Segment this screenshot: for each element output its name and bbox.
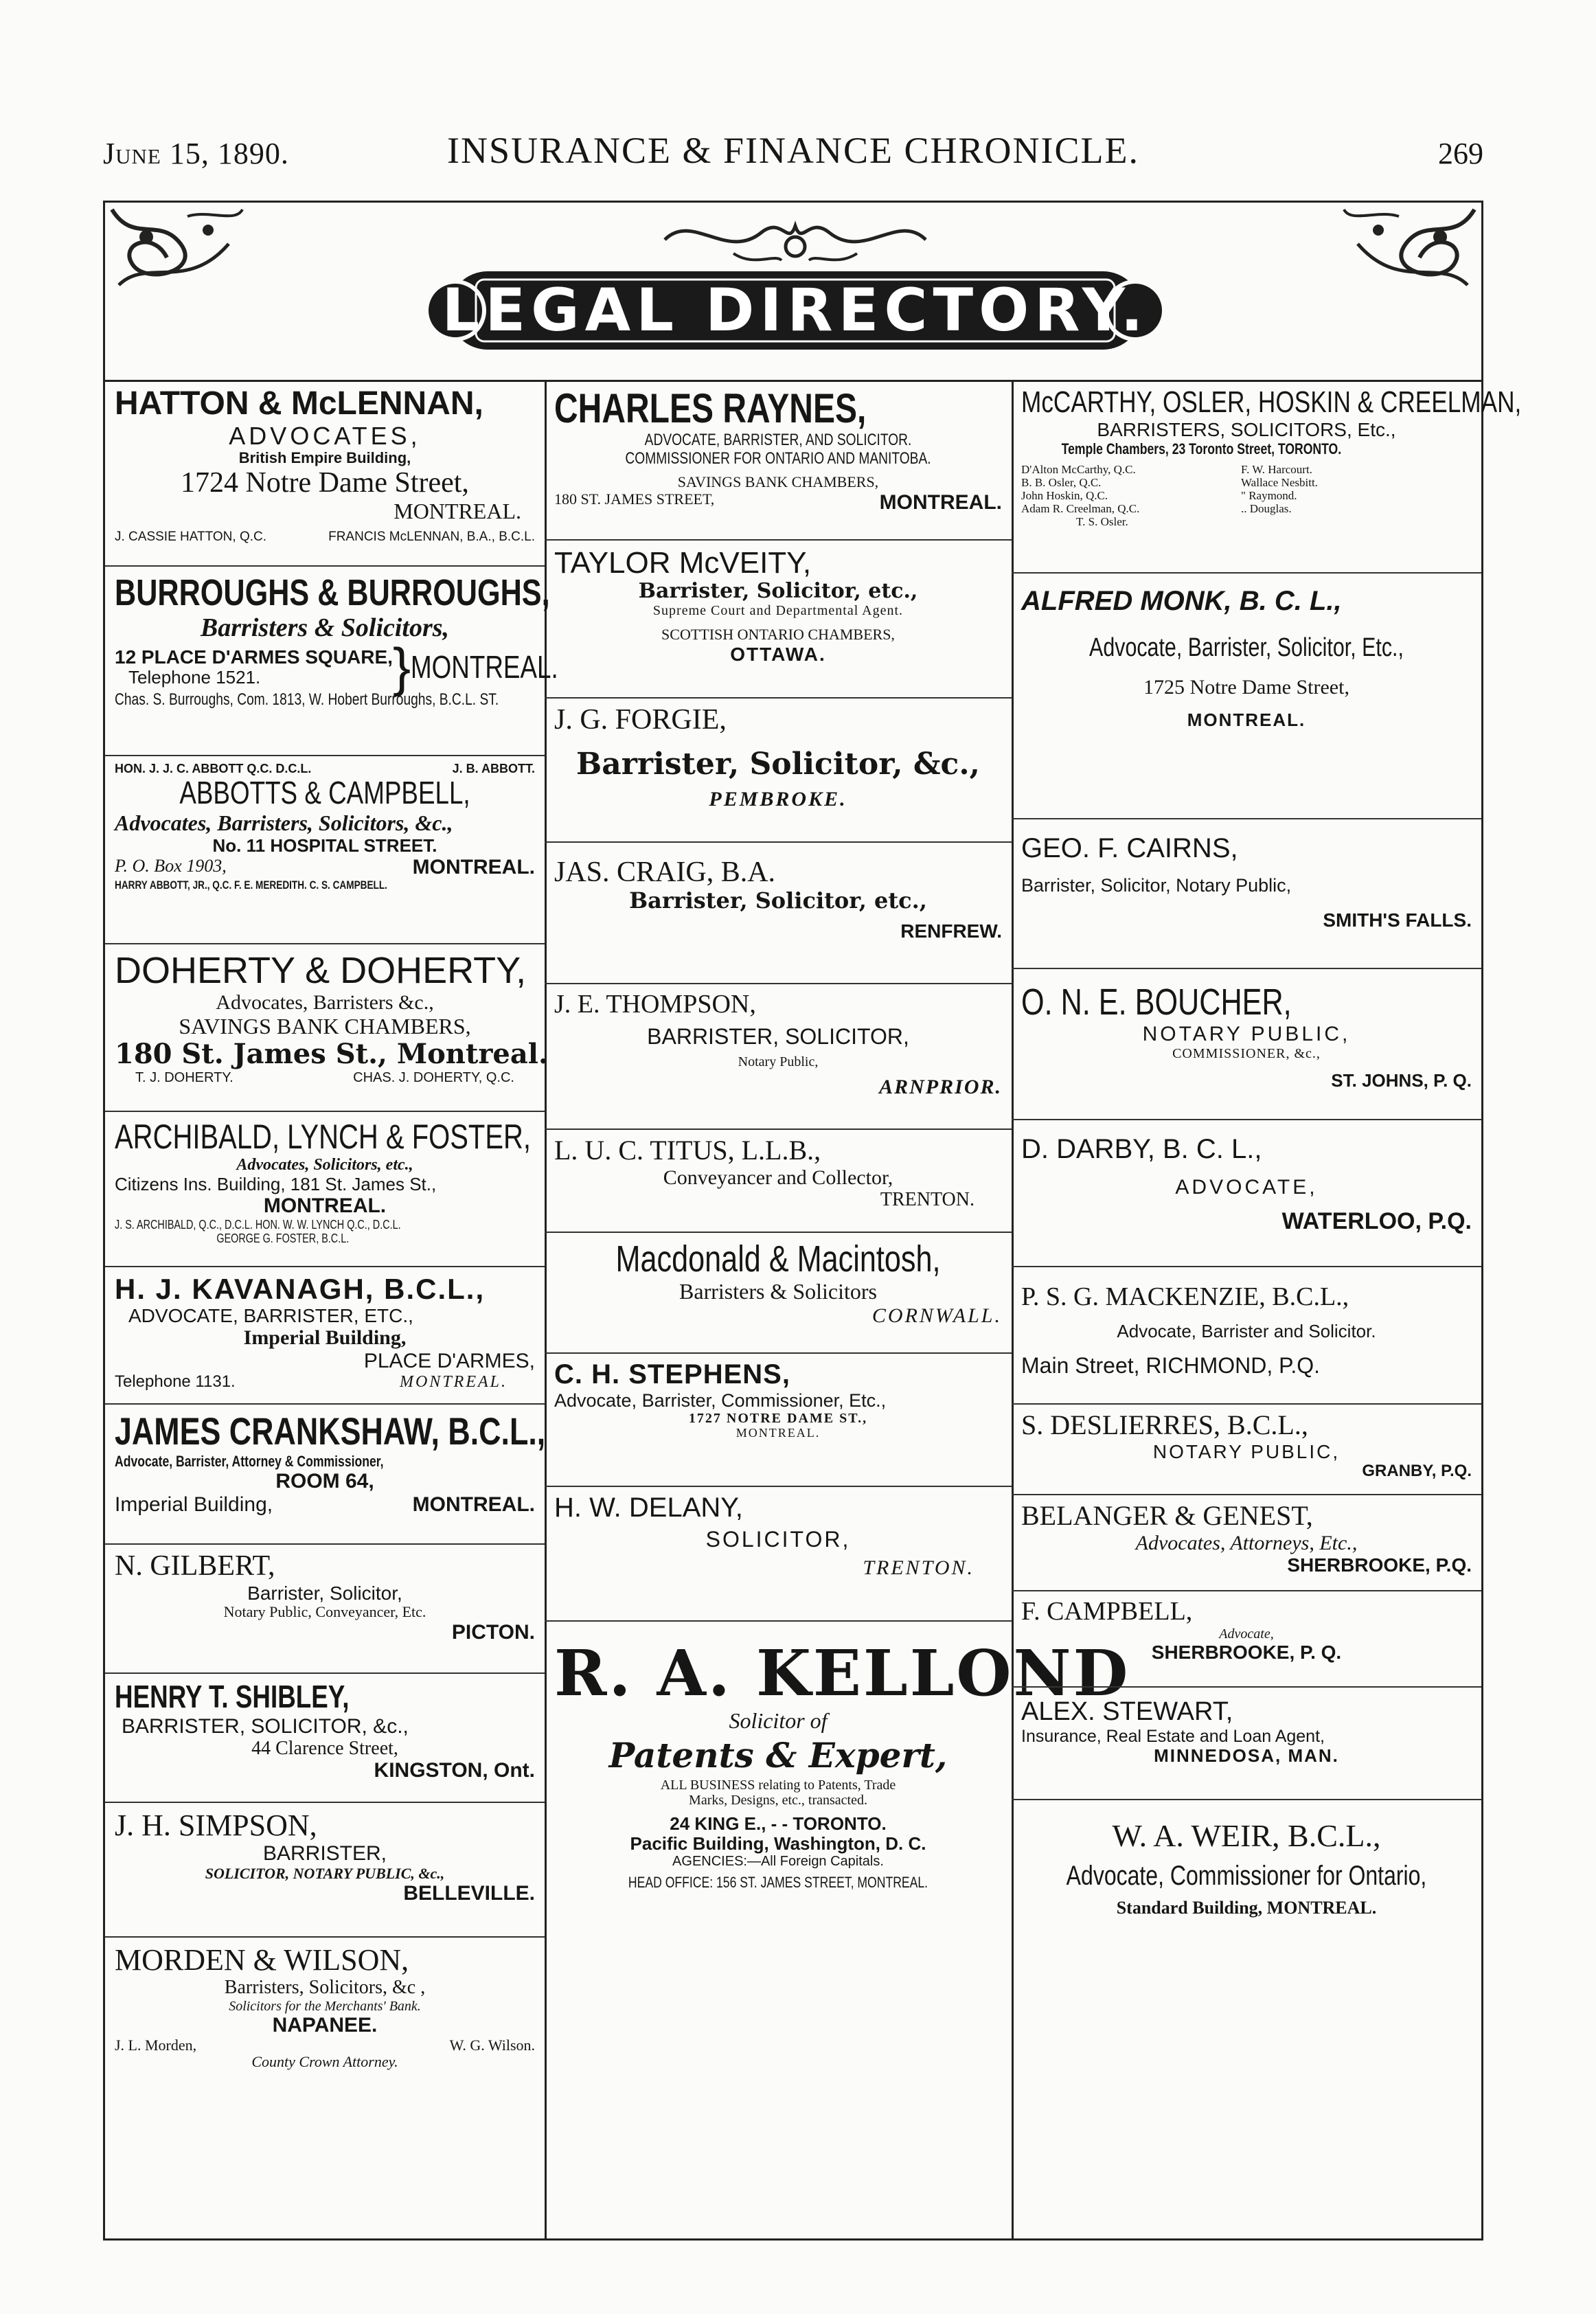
directory-column-left [105,380,558,2238]
listing-role: Advocates, Attorneys, Etc., [1135,1531,1358,1554]
listing-boucher [1012,969,1481,1120]
listing-role: Barristers & Solicitors, [200,613,450,643]
partner-name: T. J. DOHERTY. [135,1069,233,1085]
listing-role: ADVOCATE, [1175,1175,1318,1199]
listing-darby [1012,1120,1481,1267]
listing-city: SMITH'S FALLS. [1323,909,1472,931]
listing-city: ST. JOHNS, P. Q. [1331,1070,1472,1091]
listing-address: 1725 Notre Dame Street, [1143,676,1349,699]
listing-hatton-mclennan [105,380,545,567]
listing-city: NAPANEE. [272,2014,378,2037]
partner-name: John Hoskin, Q.C. [1021,489,1108,503]
listing-crankshaw [105,1405,545,1545]
listing-address-row [554,491,1002,514]
partner-name: J. L. Morden, [115,2036,197,2054]
listing-role: ADVOCATE, BARRISTER, ETC., [128,1305,413,1327]
listing-agencies: AGENCIES:—All Foreign Capitals. [672,1853,884,1869]
listing-city: WATERLOO, P.Q. [1281,1208,1472,1235]
listing-address: 24 KING E., - - TORONTO. [670,1813,887,1834]
listing-name: GEO. F. CAIRNS, [1021,833,1238,863]
listing-role: BARRISTERS, SOLICITORS, Etc., [1097,419,1396,441]
listing-city: MONTREAL. [263,1194,387,1217]
listing-partners: GEORGE G. FOSTER, B.C.L. [216,1231,350,1245]
listing-city: MONTREAL. [412,1493,535,1516]
listing-name: BELANGER & GENEST, [1021,1500,1313,1531]
partner-name: Adam R. Creelman, Q.C. [1021,502,1140,516]
banner-title: LEGAL DIRECTORY. [442,276,1149,345]
partner-name: B. B. Osler, Q.C. [1021,476,1102,490]
listing-role: BARRISTER, [262,1842,387,1865]
listing-head-office: HEAD OFFICE: 156 ST. JAMES STREET, MONTREAL. [628,1874,928,1892]
listing-mccarthy-osler [1012,380,1522,574]
listing-city: MONTREAL. [411,649,558,685]
listing-role: NOTARY PUBLIC, [1142,1023,1351,1046]
listing-city: GRANBY, P.Q. [1362,1462,1472,1481]
partner-name: FRANCIS McLENNAN, B.A., B.C.L. [328,529,535,544]
listing-note: ALL BUSINESS relating to Patents, Trade [660,1777,896,1793]
listing-name: O. N. E. BOUCHER, [1021,982,1292,1023]
partner-name: .. Douglas. [1241,502,1292,516]
partner-name: HON. J. J. C. ABBOTT Q.C. D.C.L. [115,762,312,775]
listing-name: W. A. WEIR, B.C.L., [1112,1818,1381,1853]
listing-role-detail: Solicitors for the Merchants' Bank. [229,1998,421,2014]
listing-city: MONTREAL. [879,490,1002,514]
listing-city: PICTON. [451,1621,535,1644]
listing-campbell [1012,1591,1481,1688]
listing-name: HENRY T. SHIBLEY, [115,1679,350,1714]
issue-date: June 15, 1890. [103,137,289,170]
listing-alex-stewart [1012,1688,1481,1800]
listing-role: NOTARY PUBLIC, [1152,1440,1341,1462]
listing-partners: HARRY ABBOTT, JR., Q.C. F. E. MEREDITH. C. S. CAMPBELL. [115,878,387,892]
listing-role: Barrister, Solicitor, etc., [629,887,927,914]
listing-address: 180 ST. JAMES STREET, [554,490,715,508]
listing-city: TRENTON. [863,1556,974,1579]
listing-city: SHERBROOKE, P.Q. [1287,1554,1472,1576]
listing-belanger-genest [1012,1495,1481,1591]
listing-shibley [105,1674,545,1803]
listing-telephone: Telephone 1131. [115,1372,236,1391]
listing-name: JAMES CRANKSHAW, B.C.L., [115,1409,546,1453]
listing-role: BARRISTER, SOLICITOR, &c., [122,1714,409,1738]
listing-forgie [545,699,1012,843]
listing-name: L. U. C. TITUS, L.L.B., [554,1135,821,1166]
listing-telephone: Telephone 1521. [128,667,261,688]
partner-name: T. S. Osler. [1076,515,1128,529]
listing-role: Advocate, [1219,1626,1274,1642]
listing-role: Barrister, Solicitor, [247,1583,402,1604]
listing-name: HATTON & McLENNAN, [115,385,483,422]
listing-name: P. S. G. MACKENZIE, B.C.L., [1021,1282,1349,1311]
listing-address: PLACE D'ARMES, [363,1349,535,1372]
listing-role: Barristers & Solicitors [679,1279,877,1304]
listing-name: C. H. STEPHENS, [554,1359,790,1389]
listing-role: Advocates, Barristers, Solicitors, &c., [115,810,453,835]
listing-name: JAS. CRAIG, B.A. [554,857,776,888]
listing-titus [545,1130,1012,1233]
listing-name: CHARLES RAYNES, [554,385,867,431]
listing-role: Advocate, Barrister and Solicitor. [1117,1320,1376,1341]
listing-role: Advocates, Solicitors, etc., [236,1156,413,1174]
listing-name: H. W. DELANY, [554,1493,743,1523]
publication-title: INSURANCE & FINANCE CHRONICLE. [446,130,1140,171]
listing-city: MONTREAL. [394,498,521,523]
listing-role-detail: SOLICITOR, NOTARY PUBLIC, &c., [205,1864,445,1882]
partner-name: " Raymond. [1241,489,1297,503]
listing-role: Advocate, Barrister, Solicitor, Etc., [1089,633,1404,662]
listing-role-detail: County Crown Attorney. [251,2053,398,2071]
directory-column-right [1012,380,1522,2238]
listing-city: SHERBROOKE, P. Q. [1151,1641,1342,1663]
listing-stephens [545,1354,1012,1487]
listing-building: SAVINGS BANK CHAMBERS, [179,1014,471,1039]
listing-role: Barrister, Solicitor, etc., [638,579,918,604]
listing-city: MONTREAL. [736,1426,821,1440]
listing-mackenzie [1012,1267,1481,1405]
listing-name: ABBOTTS & CAMPBELL, [179,775,470,811]
partner-name: J. B. ABBOTT. [452,762,535,775]
listing-pobox-row [115,856,535,879]
listing-archibald [105,1112,545,1267]
listing-role-detail: Patents & Expert, [608,1734,948,1776]
listing-name: Macdonald & Macintosh, [615,1238,941,1280]
listing-building: SCOTTISH ONTARIO CHAMBERS, [661,626,895,644]
directory-frame [103,201,1522,2241]
listing-role-detail: COMMISSIONER FOR ONTARIO AND MANITOBA. [625,449,931,468]
listing-name: R. A. KELLOND [554,1636,1130,1710]
listing-partners: Chas. S. Burroughs, Com. 1813, W. Hobert Burroughs, B.C.L. ST. [115,690,499,710]
listing-burroughs [105,567,558,756]
listing-building: British Empire Building, [238,449,411,467]
listing-address: Temple Chambers, 23 Toronto Street, TORONTO. [1061,440,1342,457]
listing-address: 1724 Notre Dame Street, [181,466,469,499]
listing-taylor-mcveity [545,541,1012,699]
listing-city: BELLEVILLE. [403,1882,535,1905]
listing-name: BURROUGHS & BURROUGHS, [115,572,550,613]
partner-name: W. G. Wilson. [449,2036,535,2054]
listing-building: Imperial Building, [243,1326,407,1350]
listing-role: Conveyancer and Collector, [663,1166,893,1189]
listing-city: CORNWALL. [871,1304,1002,1328]
listing-name: J. H. SIMPSON, [115,1808,317,1842]
listing-name: ALFRED MONK, B. C. L., [1021,586,1342,616]
listing-city: KINGSTON, Ont. [374,1759,535,1782]
listing-name: H. J. KAVANAGH, B.C.L., [115,1273,486,1305]
listing-partners [115,1070,535,1085]
listing-delany [545,1487,1012,1622]
listing-role-detail: COMMISSIONER, &c., [1172,1046,1321,1062]
listing-role: Barrister, Solicitor, Notary Public, [1021,874,1292,896]
listing-name: D. DARBY, B. C. L., [1021,1134,1262,1164]
listing-deslierres [1012,1405,1481,1495]
listing-note: Marks, Designs, etc., transacted. [689,1793,867,1808]
listing-partners [115,530,535,544]
listing-partners [1021,463,1472,528]
listing-city: ARNPRIOR. [879,1075,1002,1098]
partner-name: CHAS. J. DOHERTY, Q.C. [353,1069,514,1085]
listing-city: MONTREAL. [412,855,535,878]
listing-partners [115,2037,535,2054]
listing-name: J. E. THOMPSON, [554,990,756,1019]
listing-role-detail: Supreme Court and Departmental Agent. [652,602,904,618]
listing-weir [1012,1800,1481,2238]
listing-address: Standard Building, MONTREAL. [1116,1898,1377,1918]
listing-kavanagh [105,1267,545,1405]
listing-morden-wilson [105,1938,545,2238]
listing-partners: J. S. ARCHIBALD, Q.C., D.C.L. HON. W. W. LYNCH Q.C., D.C.L. [115,1217,401,1232]
directory-banner [105,203,1481,382]
listing-jas-craig [545,843,1012,984]
listing-city: RENFREW. [900,920,1002,942]
listing-address-block [115,637,558,698]
listing-simpson [105,1803,545,1938]
listing-name: ARCHIBALD, LYNCH & FOSTER, [115,1118,532,1156]
listing-role: Insurance, Real Estate and Loan Agent, [1021,1726,1325,1746]
listing-name: F. CAMPBELL, [1021,1597,1193,1626]
listing-room: ROOM 64, [275,1470,374,1493]
listing-city: OTTAWA. [730,643,826,665]
listing-role-detail: Notary Public, [738,1054,819,1070]
listing-city: TRENTON. [880,1189,974,1211]
corner-ornament-left-icon [105,203,249,299]
listing-building-row [115,1493,535,1517]
listing-gilbert [105,1545,545,1674]
listing-address: 12 PLACE D'ARMES SQUARE, [115,646,393,668]
listing-role: SOLICITOR, [705,1526,851,1552]
listing-address: 180 St. James St., Montreal. [115,1037,548,1070]
listing-charles-raynes [545,380,1012,541]
listing-partners [115,762,535,775]
partner-name: F. W. Harcourt. [1241,463,1312,477]
listing-role: Barristers, Solicitors, &c , [224,1977,426,1999]
listing-city: MONTREAL. [399,1372,508,1391]
corner-ornament-right-icon [1337,203,1481,299]
listing-role: Solicitor of [729,1708,828,1734]
listing-name: S. DESLIERRES, B.C.L., [1021,1409,1308,1440]
listing-doherty [105,944,548,1112]
listing-po-box: P. O. Box 1903, [115,855,227,876]
listing-city: PEMBROKE. [709,788,847,811]
partner-name: J. CASSIE HATTON, Q.C. [115,529,266,544]
listing-abbotts-campbell [105,756,545,944]
listing-telephone-row [115,1373,535,1392]
listing-role: Barrister, Solicitor, &c., [576,747,980,782]
listing-address: Citizens Ins. Building, 181 St. James St., [115,1173,437,1194]
listing-role: BARRISTER, SOLICITOR, [647,1023,909,1049]
listing-address: Main Street, RICHMOND, P.Q. [1021,1352,1321,1378]
listing-name: MORDEN & WILSON, [115,1943,409,1977]
listing-name: J. G. FORGIE, [554,704,727,736]
listing-name: N. GILBERT, [115,1550,275,1582]
listing-address: No. 11 HOSPITAL STREET. [212,835,437,856]
listing-building: SAVINGS BANK CHAMBERS, [677,473,879,490]
listing-name: ALEX. STEWART, [1021,1697,1233,1726]
listing-macdonald [545,1233,1012,1354]
listing-address: 44 Clarence Street, [251,1738,398,1760]
listing-role: Advocate, Commissioner for Ontario, [1066,1860,1427,1891]
listing-alfred-monk [1012,574,1481,819]
listing-role-detail: Notary Public, Conveyancer, Etc. [223,1603,426,1621]
listing-name: DOHERTY & DOHERTY, [115,950,527,991]
page-number: 269 [1438,137,1483,170]
partner-name: Wallace Nesbitt. [1241,476,1318,490]
partner-name: D'Alton McCarthy, Q.C. [1021,463,1136,477]
brace-icon: } [392,637,411,698]
listing-thompson [545,984,1012,1130]
listing-city: MINNEDOSA, MAN. [1154,1745,1339,1766]
listing-role: ADVOCATE, BARRISTER, AND SOLICITOR. [644,431,912,450]
listing-cairns [1012,819,1481,969]
listing-building: Imperial Building, [115,1493,273,1516]
listing-role: Advocates, Barristers &c., [216,991,434,1014]
listing-name: McCARTHY, OSLER, HOSKIN & CREELMAN, [1021,385,1522,419]
listing-role: Advocate, Barrister, Attorney & Commissioner, [115,1452,384,1470]
listing-name: TAYLOR McVEITY, [554,546,812,580]
listing-role: Advocate, Barrister, Commissioner, Etc., [554,1389,887,1411]
page-header [103,129,1483,177]
listing-role: ADVOCATES, [229,421,421,450]
listing-address: Pacific Building, Washington, D. C. [630,1833,926,1854]
listing-city: MONTREAL. [1187,709,1306,730]
listing-address: 1727 NOTRE DAME ST., [688,1411,868,1427]
